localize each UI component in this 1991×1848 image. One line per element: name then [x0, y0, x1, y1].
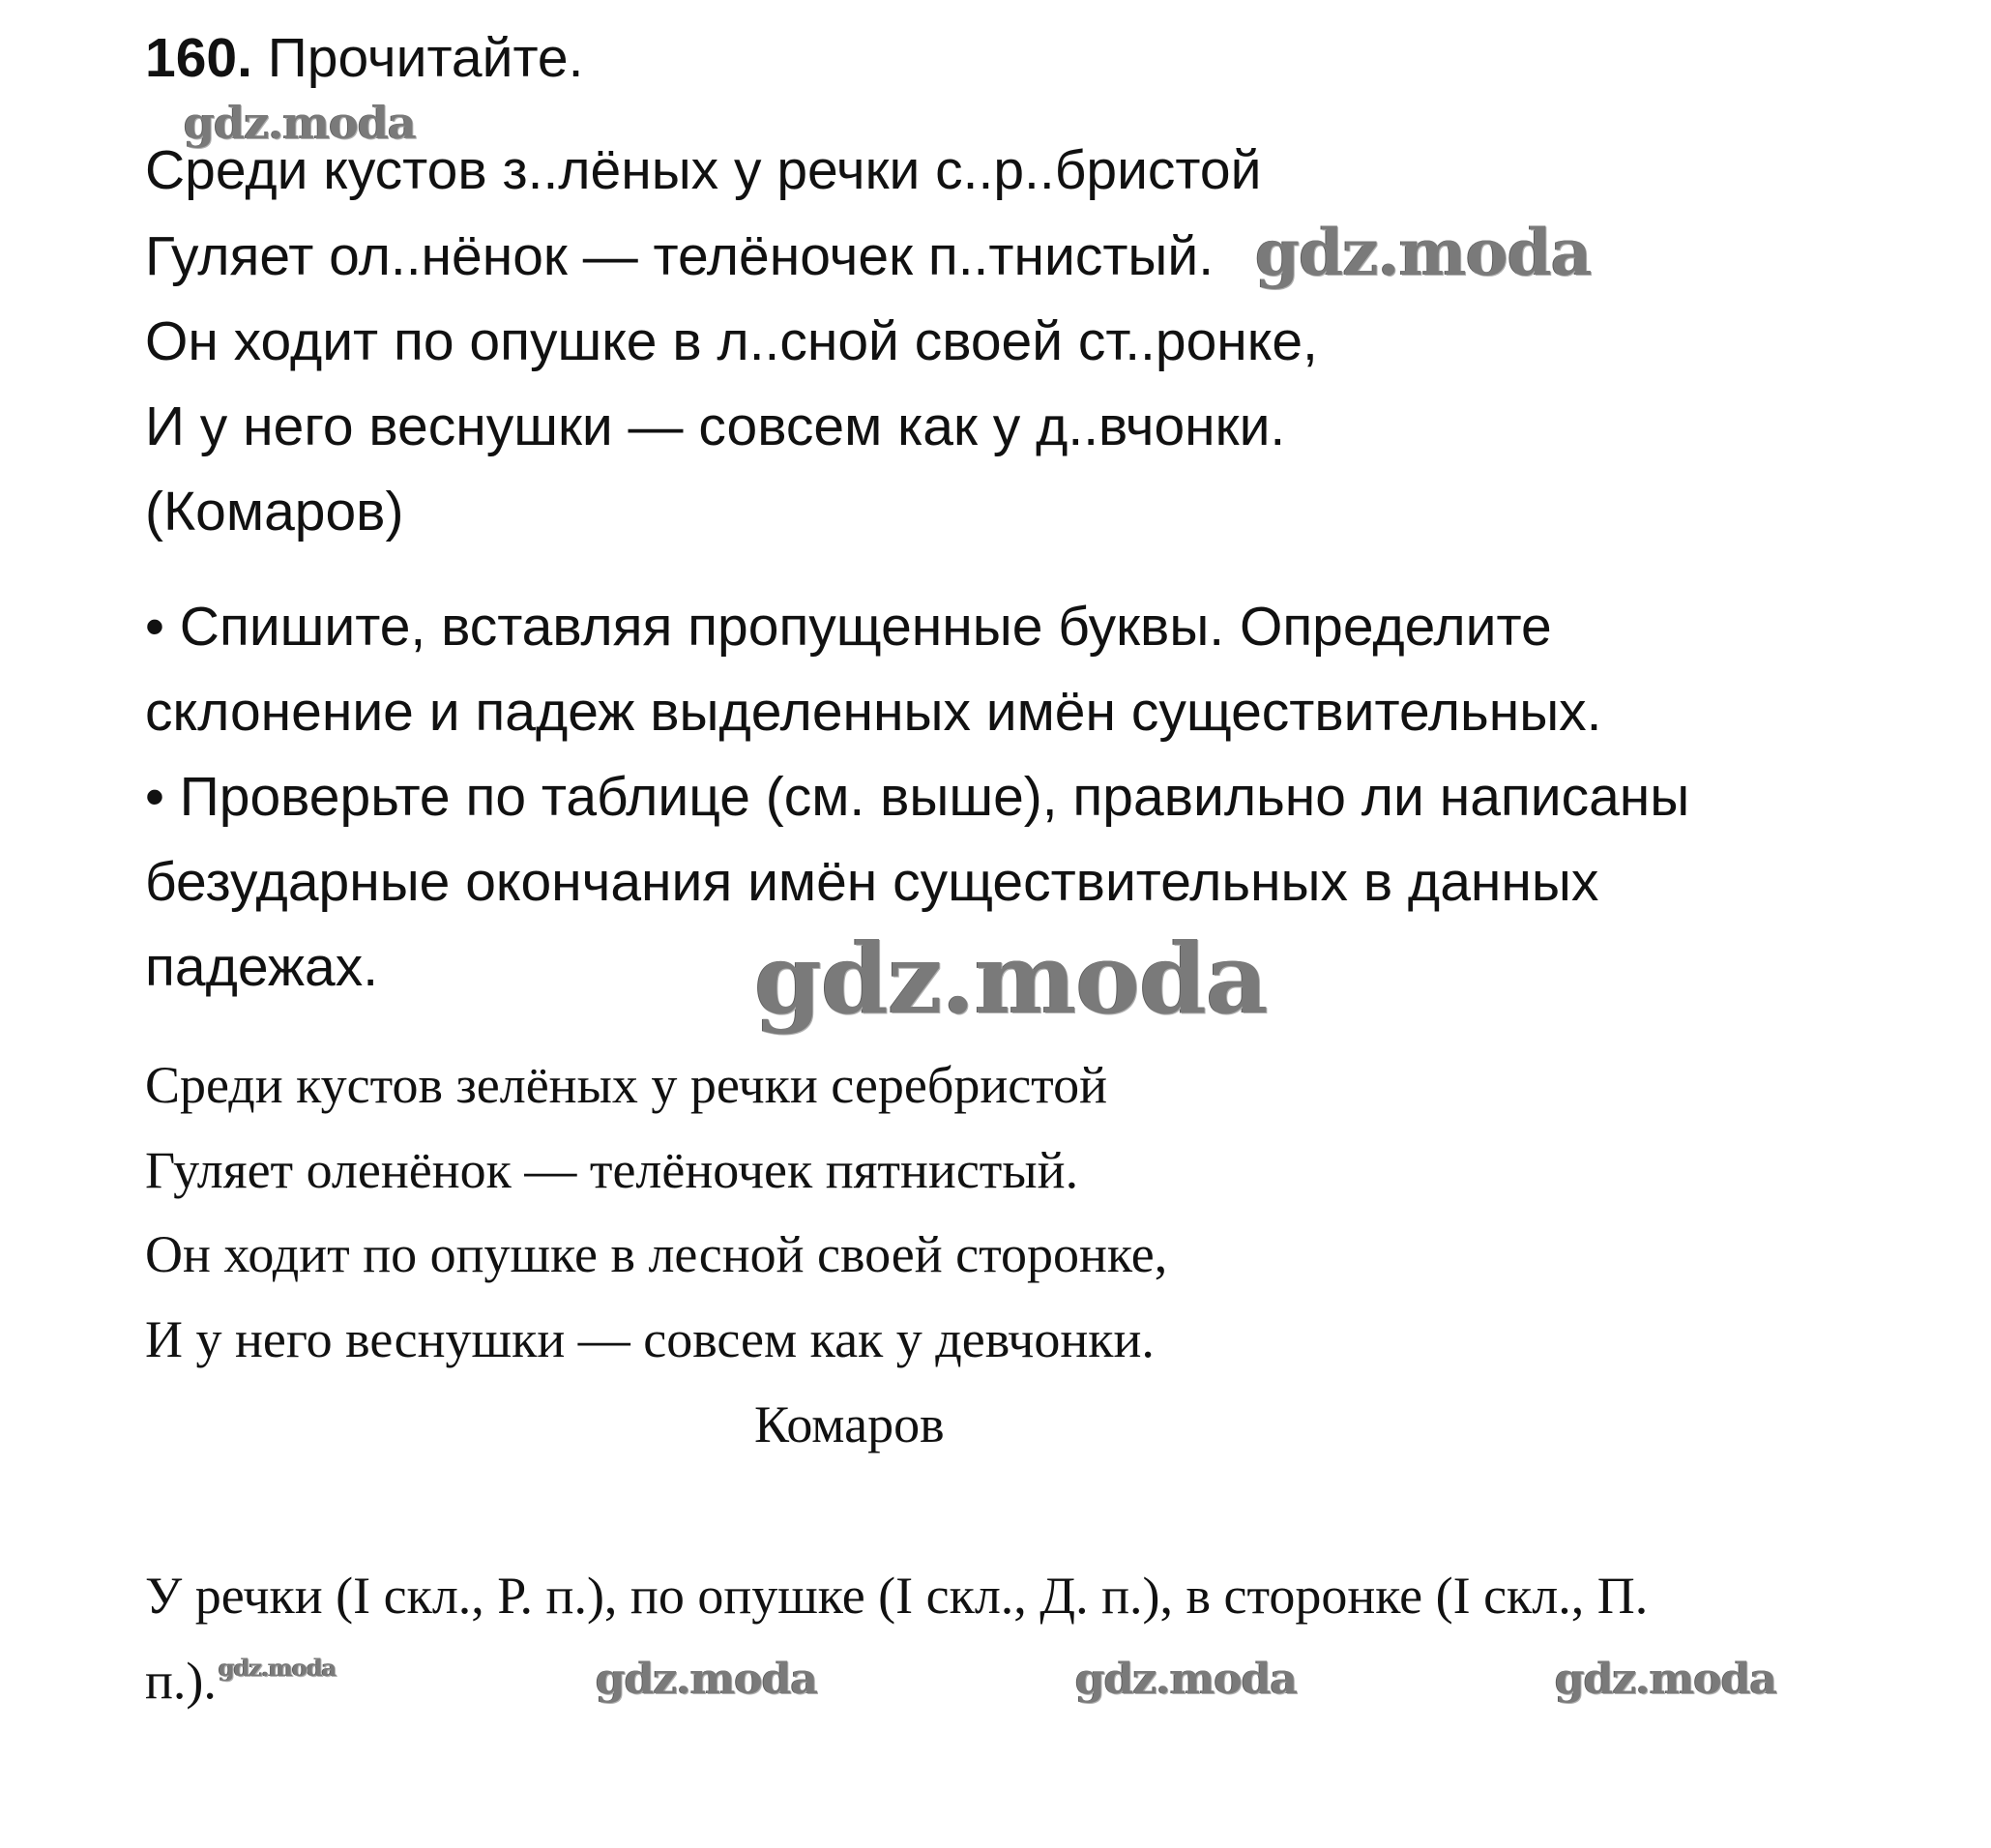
task-line-3: • Проверьте по таблице (см. выше), правильно ли написаны — [145, 766, 1690, 828]
answer-poem-line-2: Гуляет оленёнок — телёночек пятнистый. — [145, 1141, 1079, 1199]
answer-poem-line-1: Среди кустов зелёных у речки серебристой — [145, 1056, 1107, 1114]
watermark-bottom-3: gdz.moda — [1555, 1655, 1777, 1704]
answer-analysis-line-1: У речки (I скл., Р. п.), по опушке (I скл., Д. п.), в сторонке (I скл., П. — [145, 1567, 1649, 1625]
task-line-1: • Спишите, вставляя пропущенные буквы. Определите — [145, 596, 1552, 658]
exercise-heading — [145, 27, 584, 89]
task-line-5: падежах. — [145, 936, 379, 998]
poem-gap-line-4: И у него веснушки — совсем как у д..вчонки. — [145, 396, 1286, 457]
exercise-instruction: Прочитайте. — [267, 27, 584, 89]
poem-gap-line-1: Среди кустов з..лёных у речки с..р..бристой — [145, 139, 1262, 201]
answer-poem-line-4: И у него веснушки — совсем как у девчонки. — [145, 1310, 1155, 1368]
task-line-2: склонение и падеж выделенных имён существительных. — [145, 681, 1602, 743]
watermark-bottom-2: gdz.moda — [1075, 1655, 1298, 1704]
watermark-small-inline: gdz.moda — [219, 1654, 337, 1682]
poem-author: (Комаров) — [145, 481, 404, 543]
answer-analysis-line-2: п.). — [145, 1652, 217, 1710]
watermark-center-large: gdz.moda — [754, 922, 1268, 1036]
watermark-bottom-1: gdz.moda — [596, 1655, 818, 1704]
poem-gap-line-2: Гуляет ол..нёнок — телёночек п..тнистый. — [145, 225, 1215, 287]
exercise-number: 160. — [145, 27, 252, 89]
answer-poem-line-3: Он ходит по опушке в лесной своей сторонке, — [145, 1225, 1168, 1283]
watermark-line-2: gdz.moda — [1255, 215, 1592, 290]
answer-author: Комаров — [754, 1395, 945, 1453]
poem-gap-line-3: Он ходит по опушке в л..сной своей ст..ронке, — [145, 310, 1318, 372]
task-line-4: безударные окончания имён существительных в данных — [145, 851, 1599, 913]
watermark-top-left: gdz.moda — [184, 97, 416, 149]
